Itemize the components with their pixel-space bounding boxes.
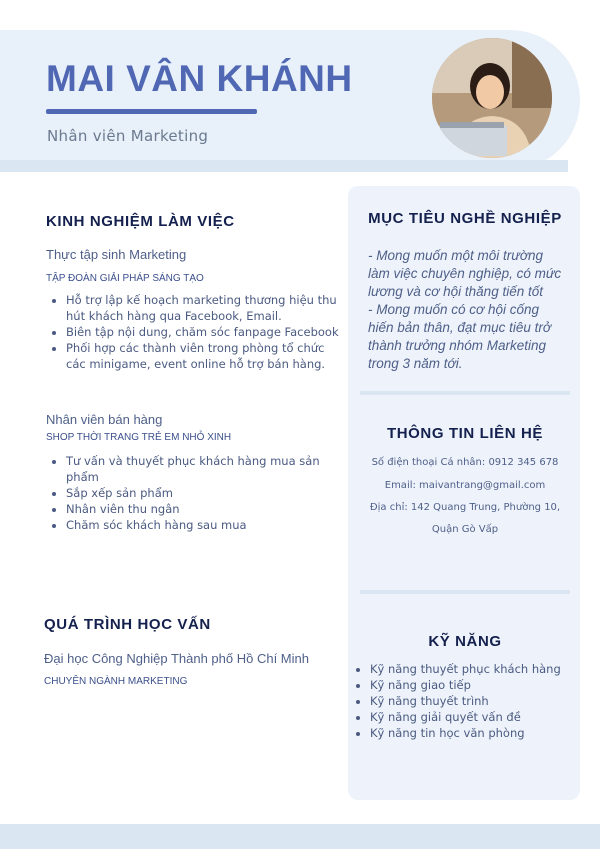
header-underline-band — [0, 160, 568, 172]
section-divider — [360, 391, 570, 395]
objective-line: - Mong muốn một môi trường làm việc chuyên nghiệp, có mức lương và cơ hội thăng tiến tốt — [368, 248, 562, 299]
company-name: SHOP THỜI TRANG TRẺ EM NHỎ XINH — [46, 432, 232, 443]
objective-line: - Mong muốn có cơ hội cống hiến bản thân, đạt mục tiêu trở thành trưởng nhóm Marketing trong 3 năm tới. — [368, 302, 552, 371]
job-duties-list — [46, 453, 331, 533]
profile-photo-icon — [432, 38, 552, 158]
contact-address-district: Quận Gò Vấp — [431, 524, 499, 535]
name-underline — [46, 109, 257, 114]
job-title: Nhân viên bán hàng — [46, 412, 163, 427]
candidate-role: Nhân viên Marketing — [47, 127, 209, 145]
list-item: • Kỹ năng giải quyết vấn đề — [370, 709, 580, 725]
experience-heading: KINH NGHIỆM LÀM VIỆC — [46, 213, 235, 230]
candidate-name: MAI VÂN KHÁNH — [46, 58, 353, 99]
avatar — [430, 36, 554, 160]
list-item: • Kỹ năng thuyết trình — [370, 693, 580, 709]
contact-heading: THÔNG TIN LIÊN HỆ — [386, 425, 544, 442]
list-item: • Tư vấn và thuyết phục khách hàng mua sản phẩm — [66, 453, 331, 485]
contact-email: Email: maivantrang@gmail.com — [384, 480, 546, 491]
job-duties-list — [46, 292, 344, 372]
education-heading: QUÁ TRÌNH HỌC VẤN — [44, 616, 211, 633]
list-item: • Kỹ năng tin học văn phòng — [370, 725, 580, 741]
list-item: • Nhân viên thu ngân — [66, 501, 331, 517]
list-item: • Hỗ trợ lập kế hoạch marketing thương hiệu thu hút khách hàng qua Facebook, Email. — [66, 292, 344, 324]
skills-heading: KỸ NĂNG — [428, 633, 502, 650]
job-title: Thực tập sinh Marketing — [46, 247, 187, 262]
section-divider — [360, 590, 570, 594]
list-item: • Kỹ năng thuyết phục khách hàng — [370, 661, 580, 677]
company-name: TẬP ĐOÀN GIẢI PHÁP SÁNG TẠO — [46, 273, 204, 284]
objective-heading: MỤC TIÊU NGHỀ NGHIỆP — [368, 210, 562, 227]
skills-list — [350, 661, 580, 741]
footer-band — [0, 824, 600, 849]
school-name: Đại học Công Nghiệp Thành phố Hồ Chí Minh — [44, 651, 309, 666]
list-item: • Phối hợp các thành viên trong phòng tổ chức các minigame, event online hỗ trợ bán hàng. — [66, 340, 344, 372]
list-item: • Biên tập nội dung, chăm sóc fanpage Facebook — [66, 324, 344, 340]
major-name: CHUYÊN NGÀNH MARKETING — [44, 676, 188, 687]
list-item: • Chăm sóc khách hàng sau mua — [66, 517, 331, 533]
objective-text — [368, 247, 568, 373]
contact-phone: Số điện thoại Cá nhân: 0912 345 678 — [371, 457, 559, 468]
list-item: • Kỹ năng giao tiếp — [370, 677, 580, 693]
contact-address: Địa chỉ: 142 Quang Trung, Phường 10, — [369, 502, 561, 513]
list-item: • Sắp xếp sản phẩm — [66, 485, 331, 501]
